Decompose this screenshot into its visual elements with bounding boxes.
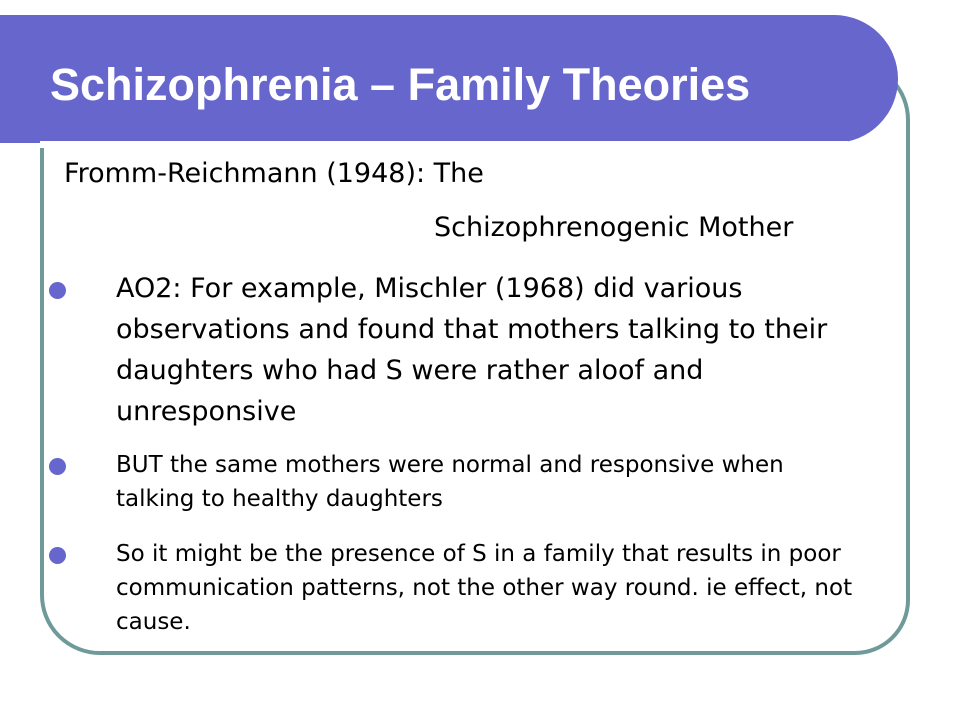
bullet-dot-icon bbox=[49, 458, 66, 475]
subtitle-line-2: Schizophrenogenic Mother bbox=[434, 212, 794, 243]
slide-title: Schizophrenia – Family Theories bbox=[50, 59, 751, 110]
title-bar bbox=[0, 15, 898, 143]
bullet-dot-icon bbox=[49, 282, 66, 299]
bullet-text: So it might be the presence of S in a family that results in poor communication patterns, not the other way round. ie effect, not cause. bbox=[116, 541, 853, 635]
title-underline bbox=[40, 141, 848, 148]
bullet-text: BUT the same mothers were normal and responsive when talking to healthy daughters bbox=[116, 452, 784, 512]
bullet-dot-icon bbox=[49, 547, 66, 564]
bullet-text: AO2: For example, Mischler (1968) did various observations and found that mothers talking to their daughters who had S were rather aloof and unresponsive bbox=[116, 273, 828, 427]
subtitle-line-1: Fromm-Reichmann (1948): The bbox=[64, 158, 484, 189]
